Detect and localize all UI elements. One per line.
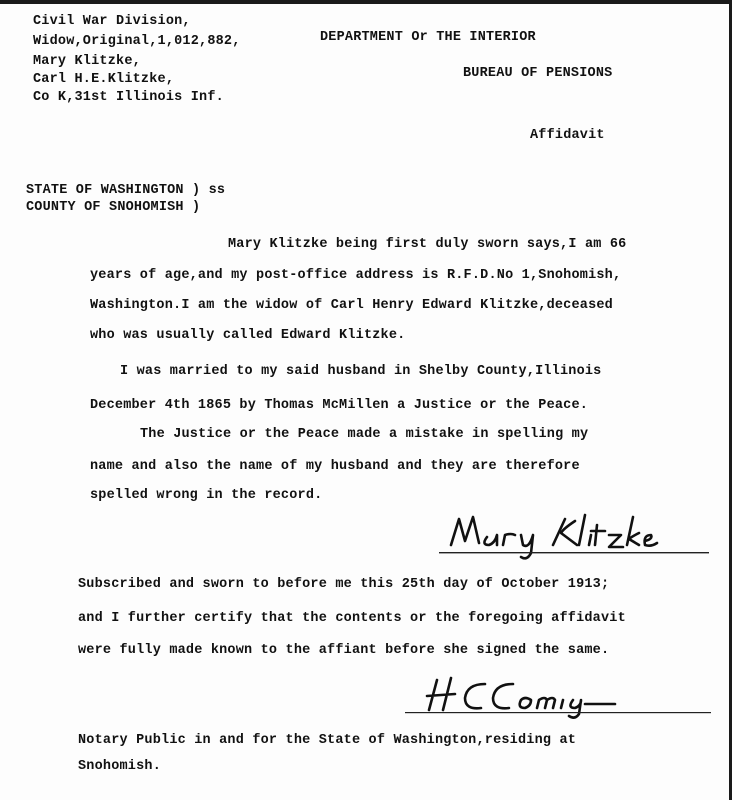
jurat-line-3: were fully made known to the affiant before she signed the same. [78,643,610,658]
file-ref-line-3: Mary Klitzke, [33,54,141,69]
document-type: Affidavit [530,128,605,143]
file-ref-line-2: Widow,Original,1,012,882, [33,34,241,49]
jurat-line-1: Subscribed and sworn to before me this 25th day of October 1913; [78,577,610,592]
para3-line-2: name and also the name of my husband and they are therefore [90,459,580,474]
para3-line-3: spelled wrong in the record. [90,488,323,503]
scan-edge-top [0,0,732,4]
para1-line-3: Washington.I am the widow of Carl Henry Edward Klitzke,deceased [90,298,613,313]
para1-line-2: years of age,and my post-office address is R.F.D.No 1,Snohomish, [90,268,622,283]
para2-line-1: I was married to my said husband in Shelby County,Illinois [120,364,602,379]
venue-county: COUNTY OF SNOHOMISH ) [26,200,201,215]
notary-line-1: Notary Public in and for the State of Washington,residing at [78,733,577,748]
notary-signature [385,670,715,720]
file-ref-line-4: Carl H.E.Klitzke, [33,72,175,87]
jurat-line-2: and I further certify that the contents or the foregoing affidavit [78,611,626,626]
file-ref-line-5: Co K,31st Illinois Inf. [33,90,224,105]
para1-line-4: who was usually called Edward Klitzke. [90,328,406,343]
para1-line-1: Mary Klitzke being first duly sworn says,I am 66 [228,237,627,252]
para2-line-2: December 4th 1865 by Thomas McMillen a Justice or the Peace. [90,398,589,413]
notary-line-2: Snohomish. [78,759,162,774]
para3-line-1: The Justice or the Peace made a mistake in spelling my [140,427,589,442]
file-ref-line-1: Civil War Division, [33,14,191,29]
venue-state: STATE OF WASHINGTON ) ss [26,183,226,198]
department-heading: DEPARTMENT Or THE INTERIOR [320,30,536,45]
bureau-heading: BUREAU OF PENSIONS [463,66,613,81]
affiant-signature [425,505,715,565]
